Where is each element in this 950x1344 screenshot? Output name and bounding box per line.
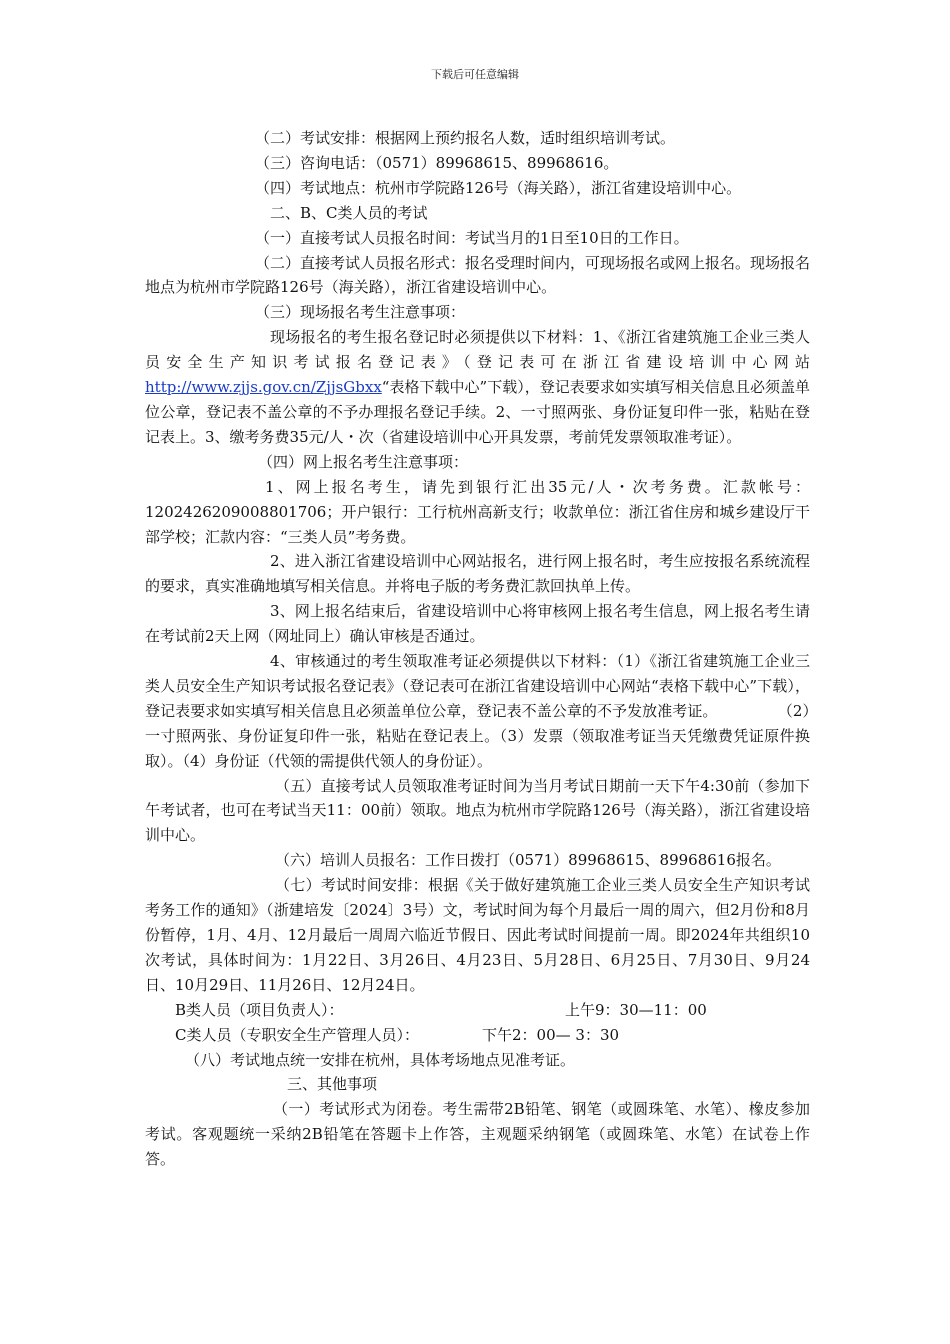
page-header: 下载后可任意编辑 bbox=[431, 68, 519, 81]
paragraph-training-registration: （六）培训人员报名：工作日拨打（0571）89968615、89968616报名。 bbox=[275, 851, 781, 870]
paragraph-registration-form: （二）直接考试人员报名形式：报名受理时间内，可现场报名或网上报名。现场报名地点为杭州市学院路126号（海关路），浙江省建设培训中心。 bbox=[145, 253, 811, 297]
paragraph-exam-format: （一）考试形式为闭卷。考生需带2B铅笔、钢笔（或圆珠笔、水笔）、橡皮参加考试。客观题统一采纳2B铅笔在答题卡上作答，主观题采纳钢笔（或圆珠笔、水笔）在试卷上作答。 bbox=[145, 1100, 810, 1169]
paragraph-registration-time: （一）直接考试人员报名时间：考试当月的1日至10日的工作日。 bbox=[255, 228, 689, 247]
schedule-row-c bbox=[145, 1023, 810, 1048]
onsite-materials-text-continued: “表格下载中心”下载），登记表要求如实填写相关信息且必须盖单位公章，登记表不盖公章的不予办理报名登记手续。2、一寸照两张、身份证复印件一张，粘贴在登记表上。3、缴考务费35元/人・次（省建设培训中心开具发票，考前凭发票领取准考证）。 bbox=[145, 378, 810, 446]
schedule-row-b bbox=[145, 998, 810, 1023]
section-heading-other: 三、其他事项 bbox=[287, 1075, 378, 1094]
paragraph-online-step-2: 2、进入浙江省建设培训中心网站报名，进行网上报名时，考生应按报名系统流程的要求，真实准确地填写相关信息。并将电子版的考务费汇款回执单上传。 bbox=[145, 552, 810, 596]
training-center-link[interactable]: http://www.zjjs.gov.cn/ZjjsGbxx bbox=[145, 378, 382, 397]
onsite-materials-text: 现场报名的考生报名登记时必须提供以下材料：1、《浙江省建筑施工企业三类人员安全生产知识考试报名登记表》（登记表可在浙江省建设培训中心网站 bbox=[145, 328, 810, 372]
paragraph-onsite-notes-heading: （三）现场报名考生注意事项： bbox=[255, 303, 466, 322]
schedule-c-time: 下午2：00— 3：30 bbox=[482, 1025, 620, 1044]
paragraph-onsite-materials bbox=[145, 325, 810, 450]
paragraph-online-notes-heading: （四）网上报名考生注意事项： bbox=[258, 452, 469, 471]
paragraph-phone: （三）咨询电话：（0571）89968615、89968616。 bbox=[255, 153, 619, 172]
document-body bbox=[145, 126, 810, 1172]
schedule-c-label: C类人员（专职安全生产管理人员）： bbox=[175, 1025, 419, 1044]
paragraph-admission-ticket-time: （五）直接考试人员领取准考证时间为当月考试日期前一天下午4:30前（参加下午考试者，也可在考试当天11：00前）领取。地点为杭州市学院路126号（海关路），浙江省建设培训中心。 bbox=[145, 776, 810, 845]
paragraph-online-step-4: 4、审核通过的考生领取准考证必须提供以下材料：（1）《浙江省建筑施工企业三类人员安全生产知识考试报名登记表》（登记表可在浙江省建设培训中心网站“表格下载中心”下载），登记表要求如实填写相关信息且必须盖单位公章，登记表不盖公章的不予发放准考证。 （2）一寸照两张、身份证复印件一张，粘贴在登记表上。（3）发票（领取准考证当天凭缴费凭证原件换取）。（4）身份证（代领的需提供代领人的身份证）。 bbox=[145, 652, 810, 770]
paragraph-online-step-1: 1、网上报名考生，请先到银行汇出35元/人・次考务费。汇款帐号：1202426209008801706；开户银行：工行杭州高新支行；收款单位：浙江省住房和城乡建设厅干部学校；汇款内容：“三类人员”考务费。 bbox=[145, 477, 810, 546]
section-heading-bc: 二、B、C类人员的考试 bbox=[270, 203, 428, 222]
schedule-b-time: 上午9：30—11：00 bbox=[565, 1000, 707, 1019]
paragraph-exam-schedule: （七）考试时间安排：根据《关于做好建筑施工企业三类人员安全生产知识考试考务工作的通知》（浙建培发〔2024〕3号）文，考试时间为每个月最后一周的周六，但2月份和8月份暂停，1月、4月、12月最后一周周六临近节假日、因此考试时间提前一周。即2024年共组织10次考试，具体时间为：1月22日、3月26日、4月23日、5月28日、6月25日、7月30日、9月24日、10月29日、11月26日、12月24日。 bbox=[145, 876, 810, 994]
paragraph-online-step-3: 3、网上报名结束后，省建设培训中心将审核网上报名考生信息，网上报名考生请在考试前2天上网（网址同上）确认审核是否通过。 bbox=[145, 602, 810, 646]
paragraph-exam-location: （四）考试地点：杭州市学院路126号（海关路），浙江省建设培训中心。 bbox=[255, 178, 742, 197]
paragraph-exam-venue: （八）考试地点统一安排在杭州，具体考场地点见准考证。 bbox=[185, 1050, 576, 1069]
paragraph-exam-arrangement: （二）考试安排：根据网上预约报名人数，适时组织培训考试。 bbox=[255, 129, 676, 147]
schedule-b-label: B类人员（项目负责人）： bbox=[175, 1000, 344, 1019]
